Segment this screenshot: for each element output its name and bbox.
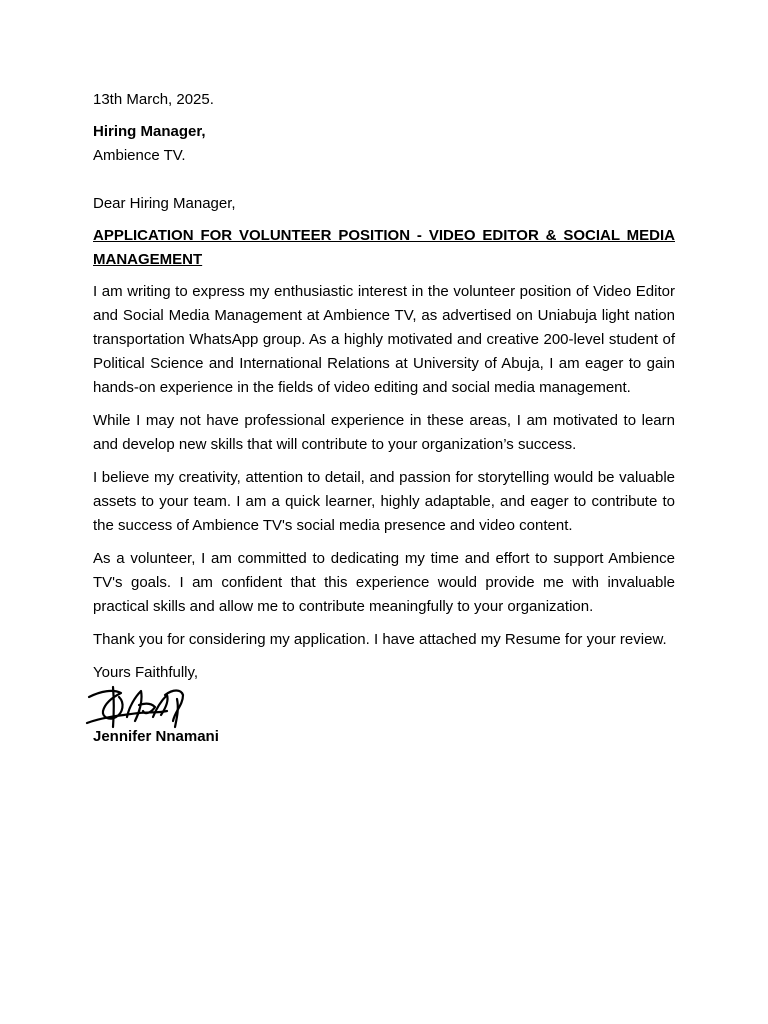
letter-page [93,88,675,749]
letter-subject: APPLICATION FOR VOLUNTEER POSITION - VIDEO EDITOR & SOCIAL MEDIA MANAGEMENT [93,227,675,268]
recipient-title: Hiring Manager, [93,123,206,140]
body-paragraph-5: Thank you for considering my application. I have attached my Resume for your review. [93,631,667,648]
body-paragraph-2: While I may not have professional experience in these areas, I am motivated to learn and develop new skills that will contribute to your organization’s success. [93,412,675,453]
letter-date: 13th March, 2025. [93,91,214,108]
body-paragraph-1: I am writing to express my enthusiastic interest in the volunteer position of Video Editor and Social Media Management at Ambience TV, as advertised on Uniabuja light nation transportation WhatsApp group. As a highly motivated and creative 200-level student of Political Science and International Relations at University of Abuja, I am eager to gain hands-on experience in the fields of video editing and social media management. [93,283,675,396]
closing-line: Yours Faithfully, [93,664,199,681]
body-paragraph-4: As a volunteer, I am committed to dedicating my time and effort to support Ambience TV's goals. I am confident that this experience would provide me with invaluable practical skills and allow me to contribute meaningfully to your organization. [93,550,675,615]
body-paragraph-3: I believe my creativity, attention to detail, and passion for storytelling would be valuable assets to your team. I am a quick learner, highly adaptable, and eager to contribute to the success of Ambience TV's social media presence and video content. [93,469,675,534]
recipient-organization: Ambience TV. [93,147,186,164]
signer-name: Jennifer Nnamani [93,728,219,745]
salutation: Dear Hiring Manager, [93,195,236,212]
